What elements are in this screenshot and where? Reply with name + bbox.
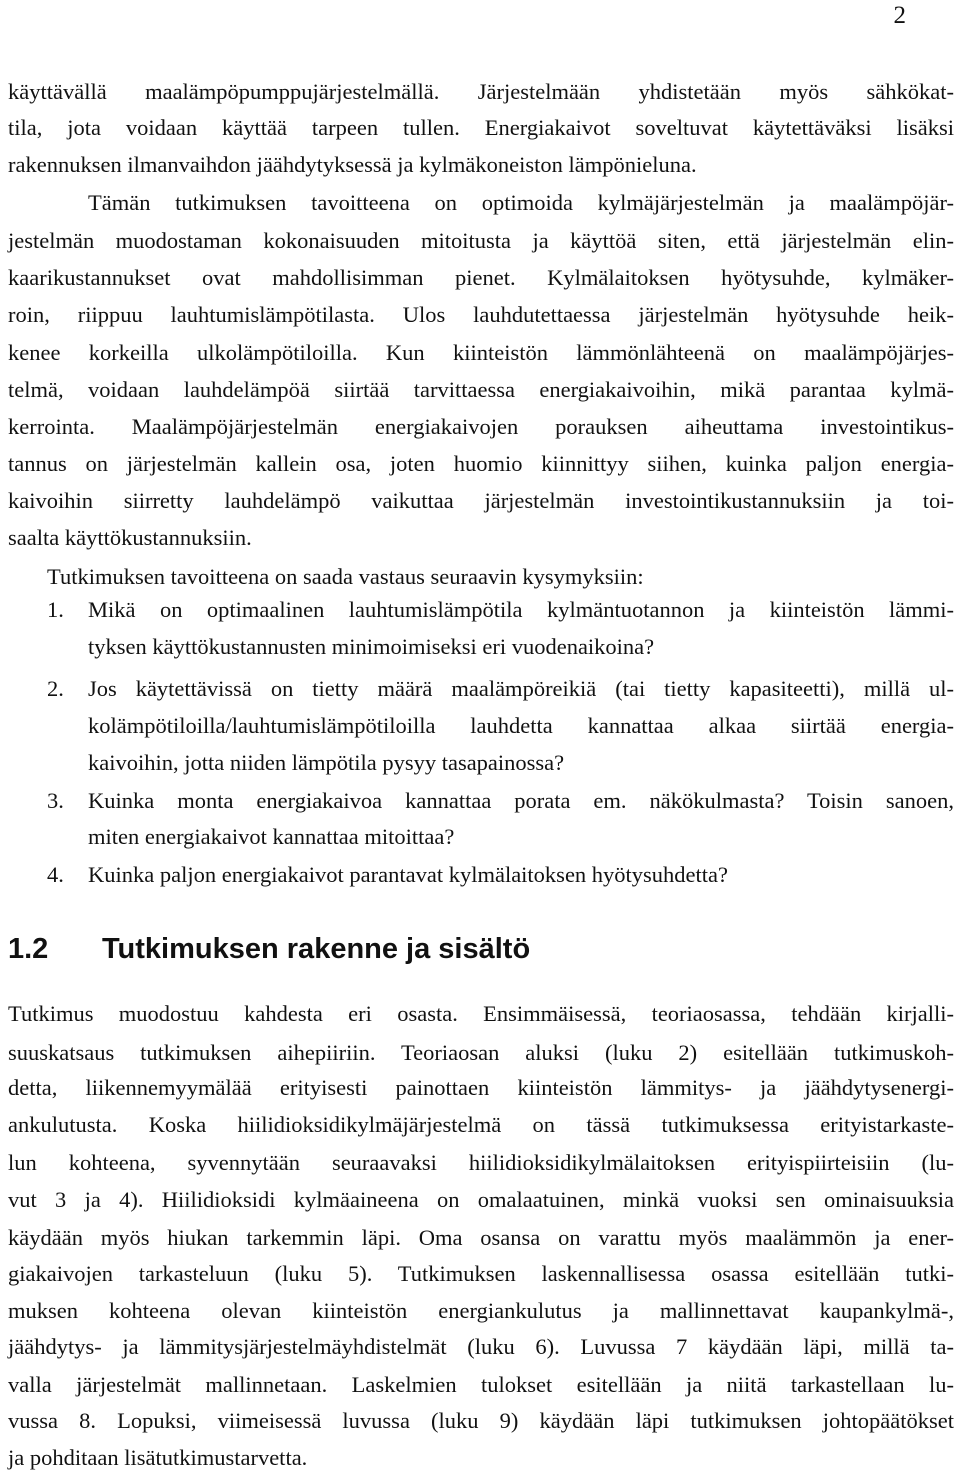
text-line: rakennuksen ilmanvaihdon jäähdytyksessä ja kylmäkoneiston lämpönieluna. bbox=[8, 152, 697, 177]
section-heading bbox=[8, 935, 530, 964]
text-line: ja pohditaan lisätutkimustarvetta. bbox=[8, 1445, 308, 1470]
list-number: 1. bbox=[47, 597, 64, 622]
text-line: Tutkimuksen tavoitteena on saada vastaus seuraavin kysymyksiin: bbox=[47, 564, 644, 589]
text-line: detta, liikennemyymälää erityisesti painottaen kiinteistön lämmitys- ja jäähdytysenergi- bbox=[8, 1075, 954, 1100]
list-number: 4. bbox=[47, 862, 64, 887]
text-line: Kuinka monta energiakaivoa kannattaa porata em. näkökulmasta? Toisin sanoen, bbox=[88, 788, 954, 813]
text-line: Tutkimus muodostuu kahdesta eri osasta. Ensimmäisessä, teoriaosassa, tehdään kirjalli- bbox=[8, 1001, 954, 1026]
text-line: jäähdytys- ja lämmitysjärjestelmäyhdistelmät (luku 6). Luvussa 7 käydään läpi, millä ta- bbox=[8, 1334, 954, 1359]
text-line: roin, riippuu lauhtumislämpötilasta. Ulos lauhdutettaessa järjestelmän hyötysuhde heik- bbox=[8, 302, 954, 327]
text-line: vussa 8. Lopuksi, viimeisessä luvussa (luku 9) käydään läpi tutkimuksen johtopäätökset bbox=[8, 1408, 954, 1433]
section-title: Tutkimuksen rakenne ja sisältö bbox=[102, 933, 531, 965]
text-line: vut 3 ja 4). Hiilidioksidi kylmäaineena on omalaatuinen, minkä vuoksi sen ominaisuuksia bbox=[8, 1187, 954, 1212]
text-line: tila, jota voidaan käyttää tarpeen tullen. Energiakaivot soveltuvat käytettäväksi lisäksi bbox=[8, 115, 954, 140]
list-number: 2. bbox=[47, 676, 64, 701]
text-line: suuskatsaus tutkimuksen aihepiiriin. Teoriaosan aluksi (luku 2) esitellään tutkimuskoh- bbox=[8, 1040, 954, 1065]
text-line: giakaivojen tarkasteluun (luku 5). Tutkimuksen laskennallisessa osassa esitellään tutki- bbox=[8, 1261, 954, 1286]
text-line: Kuinka paljon energiakaivot parantavat kylmälaitoksen hyötysuhdetta? bbox=[88, 862, 729, 887]
text-line: tyksen käyttökustannusten minimoimiseksi eri vuodenaikoina? bbox=[88, 634, 655, 659]
text-line: saalta käyttökustannuksiin. bbox=[8, 525, 252, 550]
text-line: käyttävällä maalämpöpumppujärjestelmällä. Järjestelmään yhdistetään myös sähkökat- bbox=[8, 79, 954, 104]
text-line: Jos käytettävissä on tietty määrä maalämpöreikiä (tai tietty kapasiteetti), millä ul- bbox=[88, 676, 954, 701]
text-line: ankulutusta. Koska hiilidioksidikylmäjärjestelmä on tässä tutkimuksessa erityistarkaste- bbox=[8, 1112, 954, 1137]
text-line: kaivoihin siirretty lauhdelämpö vaikuttaa järjestelmän investointikustannuksiin ja toi- bbox=[8, 488, 954, 513]
text-line: tannus on järjestelmän kallein osa, joten huomio kiinnittyy siihen, kuinka paljon energia- bbox=[8, 451, 954, 476]
text-line: Tämän tutkimuksen tavoitteena on optimoida kylmäjärjestelmän ja maalämpöjär- bbox=[88, 190, 954, 215]
text-line: kolämpötiloilla/lauhtumislämpötiloilla lauhdetta kannattaa alkaa siirtää energia- bbox=[88, 713, 954, 738]
text-line: valla järjestelmät mallinnetaan. Laskelmien tulokset esitellään ja niitä tarkastellaan lu- bbox=[8, 1372, 954, 1397]
text-line: miten energiakaivot kannattaa mitoittaa? bbox=[88, 824, 455, 849]
text-line: kaivoihin, jotta niiden lämpötila pysyy tasapainossa? bbox=[88, 750, 565, 775]
page-number: 2 bbox=[893, 2, 906, 29]
text-line: kenee korkeilla ulkolämpötiloilla. Kun kiinteistön lämmönlähteenä on maalämpöjärjes- bbox=[8, 340, 954, 365]
list-number: 3. bbox=[47, 788, 64, 813]
text-line: kaarikustannukset ovat mahdollisimman pienet. Kylmälaitoksen hyötysuhde, kylmäker- bbox=[8, 265, 954, 290]
text-line: käydään myös hiukan tarkemmin läpi. Oma osansa on varattu myös maalämmön ja ener- bbox=[8, 1225, 954, 1250]
text-line: Mikä on optimaalinen lauhtumislämpötila kylmäntuotannon ja kiinteistön lämmi- bbox=[88, 597, 954, 622]
text-line: telmä, voidaan lauhdelämpöä siirtää tarvittaessa energiakaivoihin, mikä parantaa kylmä- bbox=[8, 377, 954, 402]
section-number: 1.2 bbox=[8, 933, 49, 965]
text-line: jestelmän muodostaman kokonaisuuden mitoitusta ja käyttöä siten, että järjestelmän elin- bbox=[8, 228, 954, 253]
text-line: muksen kohteena olevan kiinteistön energiankulutus ja mallinnettavat kaupankylmä-, bbox=[8, 1298, 954, 1323]
text-line: lun kohteena, syvennytään seuraavaksi hiilidioksidikylmälaitoksen erityispiirteisiin (lu- bbox=[8, 1150, 954, 1175]
text-line: kerrointa. Maalämpöjärjestelmän energiakaivojen porauksen aiheuttama investointikus- bbox=[8, 414, 954, 439]
